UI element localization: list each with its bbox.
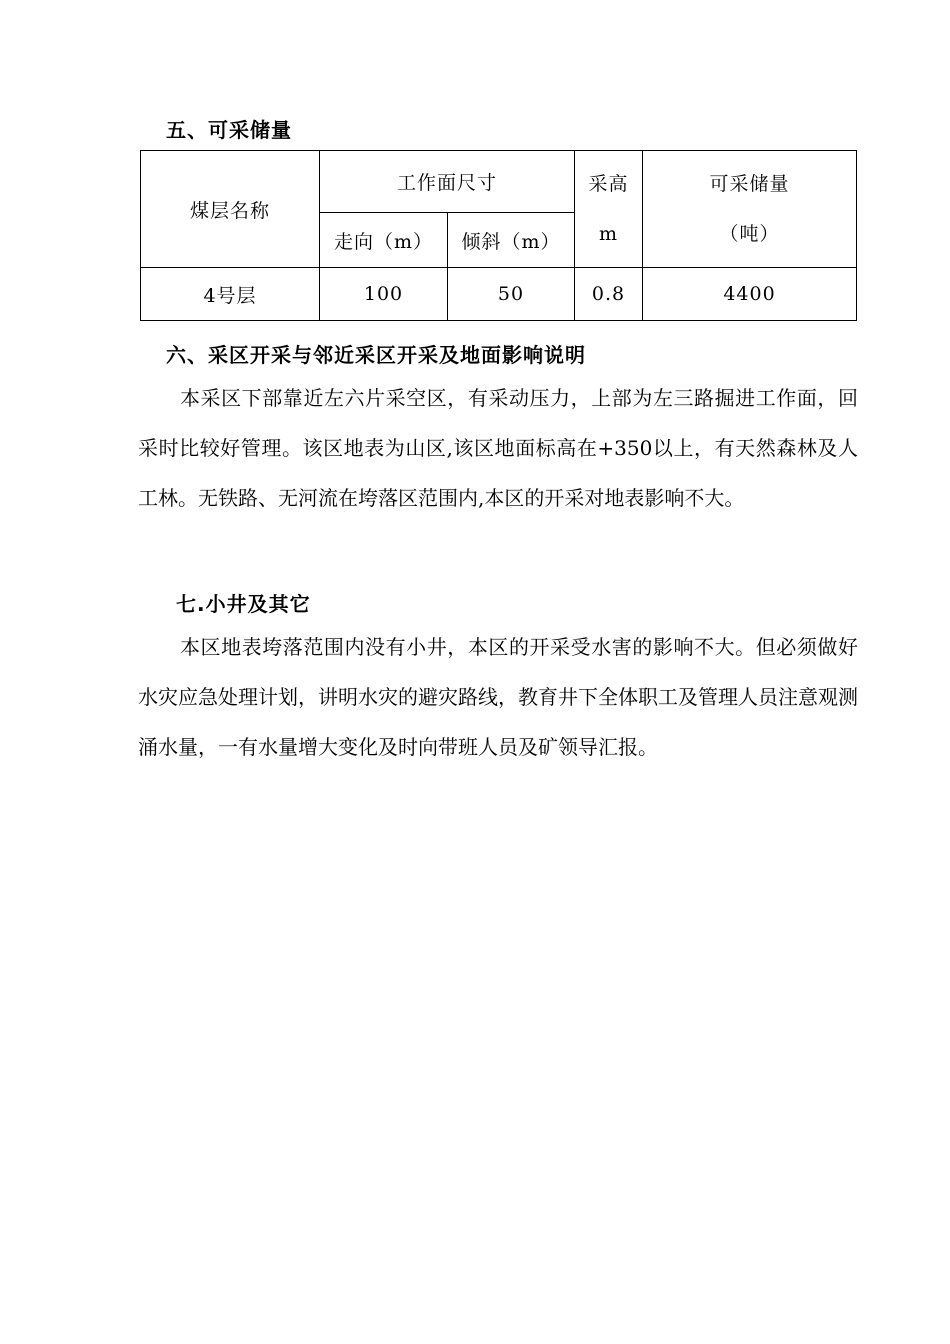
cell-reserve: 4400 <box>643 268 857 321</box>
header-recoverable-reserve <box>643 151 857 268</box>
header-strike: 走向（m） <box>320 213 448 268</box>
section-5-heading: 五、可采储量 <box>166 118 292 142</box>
header-mining-height <box>575 151 643 268</box>
section-6-heading: 六、采区开采与邻近采区开采及地面影响说明 <box>166 343 586 367</box>
header-face-size: 工作面尺寸 <box>320 151 575 213</box>
header-reserve-label: 可采储量 <box>709 173 790 195</box>
section-7-heading: 七.小井及其它 <box>176 592 311 616</box>
header-mining-height-label: 采高 <box>588 173 629 195</box>
cell-strike: 100 <box>320 268 448 321</box>
recoverable-reserve-table <box>140 150 857 321</box>
table-header-row-1 <box>141 151 857 213</box>
table-row <box>141 268 857 321</box>
cell-seam: 4号层 <box>141 268 320 321</box>
cell-dip: 50 <box>448 268 575 321</box>
header-dip: 倾斜（m） <box>448 213 575 268</box>
section-7-paragraph: 本区地表垮落范围内没有小井，本区的开采受水害的影响不大。但必须做好水灾应急处理计划，讲明水灾的避灾路线，教育井下全体职工及管理人员注意观测涌水量，一有水量增大变化及时向带班人员及矿领导汇报。 <box>138 635 858 759</box>
header-seam-name: 煤层名称 <box>141 151 320 268</box>
header-reserve-unit: （吨） <box>719 223 780 245</box>
header-mining-height-unit: m <box>599 223 619 245</box>
section-6-paragraph: 本采区下部靠近左六片采空区，有采动压力，上部为左三路掘进工作面，回采时比较好管理。该区地表为山区,该区地面标高在+350以上，有天然森林及人工林。无铁路、无河流在垮落区范围内,本区的开采对地表影响不大。 <box>138 386 858 510</box>
cell-height: 0.8 <box>575 268 643 321</box>
